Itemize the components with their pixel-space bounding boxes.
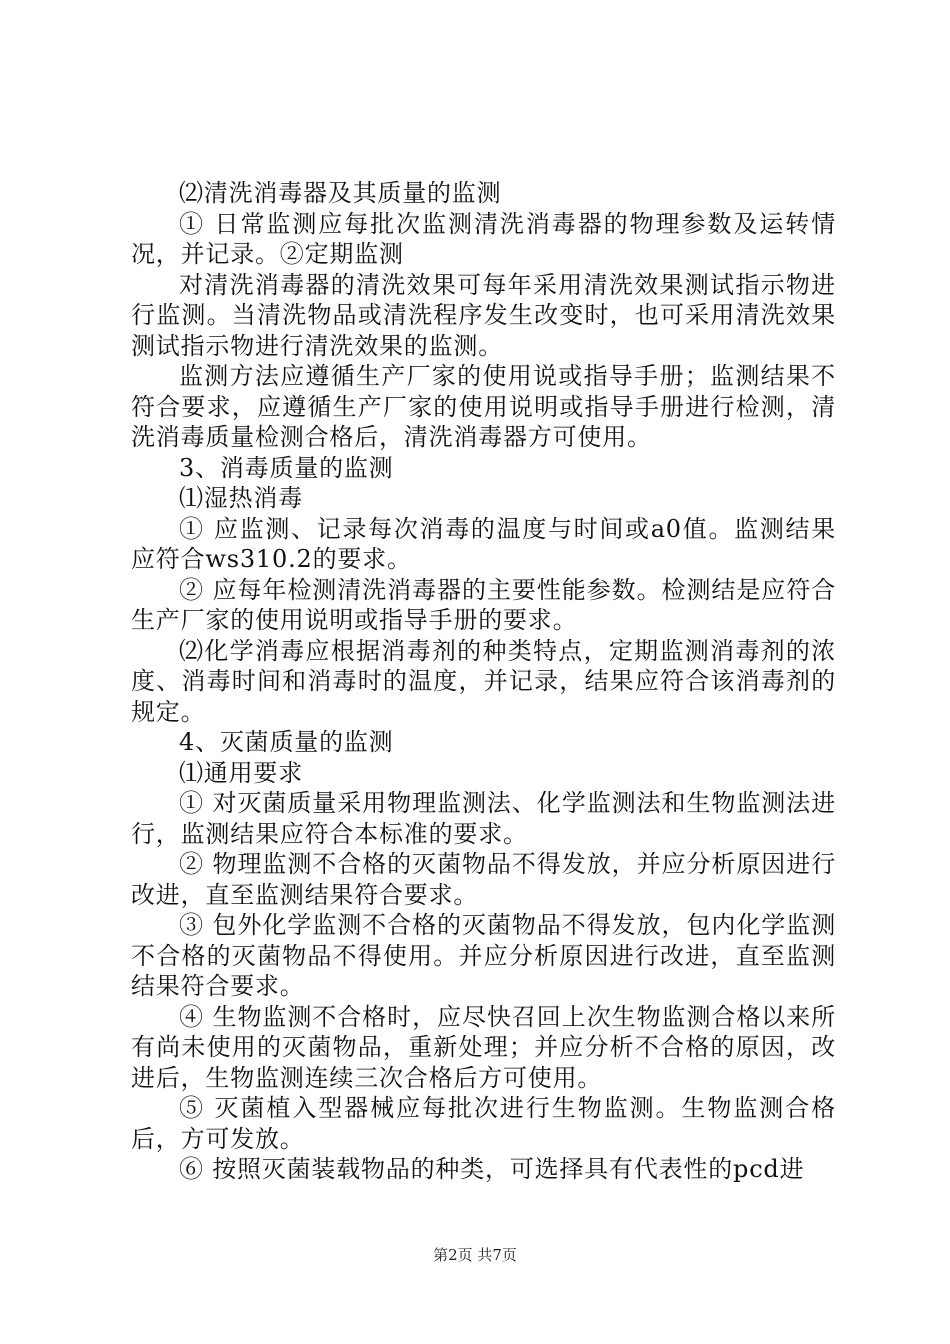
paragraph: ⑤ 灭菌植入型器械应每批次进行生物监测。生物监测合格后，方可发放。 (131, 1094, 836, 1153)
document-body (131, 178, 836, 1185)
paragraph: ⑵化学消毒应根据消毒剂的种类特点，定期监测消毒剂的浓度、消毒时间和消毒时的温度，并记录，结果应符合该消毒剂的规定。 (131, 636, 836, 726)
paragraph: ② 物理监测不合格的灭菌物品不得发放，并应分析原因进行改进，直至监测结果符合要求。 (131, 850, 836, 909)
paragraph: 3、消毒质量的监测 (179, 453, 394, 482)
paragraph: 4、灭菌质量的监测 (179, 728, 394, 756)
paragraph: 对清洗消毒器的清洗效果可每年采用清洗效果测试指示物进行监测。当清洗物品或清洗程序发生改变时，也可采用清洗效果测试指示物进行清洗效果的监测。 (131, 270, 836, 360)
paragraph: ⑴湿热消毒 (179, 484, 303, 512)
paragraph: ① 应监测、记录每次消毒的温度与时间或a0值。监测结果应符合ws310.2的要求。 (131, 514, 836, 573)
paragraph: ⑴通用要求 (179, 758, 303, 787)
page-number-footer: 第2页 共7页 (433, 1246, 517, 1264)
paragraph: ① 日常监测应每批次监测清洗消毒器的物理参数及运转情况，并记录。②定期监测 (131, 209, 836, 268)
paragraph: ⑥ 按照灭菌装载物品的种类，可选择具有代表性的pcd进 (179, 1155, 805, 1183)
paragraph: ③ 包外化学监测不合格的灭菌物品不得发放，包内化学监测不合格的灭菌物品不得使用。并应分析原因进行改进，直至监测结果符合要求。 (131, 911, 836, 1000)
paragraph: ① 对灭菌质量采用物理监测法、化学监测法和生物监测法进行，监测结果应符合本标准的要求。 (131, 789, 836, 848)
paragraph: ⑵清洗消毒器及其质量的监测 (179, 179, 502, 207)
paragraph: ④ 生物监测不合格时，应尽快召回上次生物监测合格以来所有尚未使用的灭菌物品，重新处理；并应分析不合格的原因，改进后，生物监测连续三次合格后方可使用。 (131, 1002, 836, 1092)
paragraph: ② 应每年检测清洗消毒器的主要性能参数。检测结是应符合生产厂家的使用说明或指导手册的要求。 (131, 575, 836, 634)
paragraph: 监测方法应遵循生产厂家的使用说或指导手册；监测结果不符合要求，应遵循生产厂家的使用说明或指导手册进行检测，清洗消毒质量检测合格后，清洗消毒器方可使用。 (131, 362, 836, 451)
